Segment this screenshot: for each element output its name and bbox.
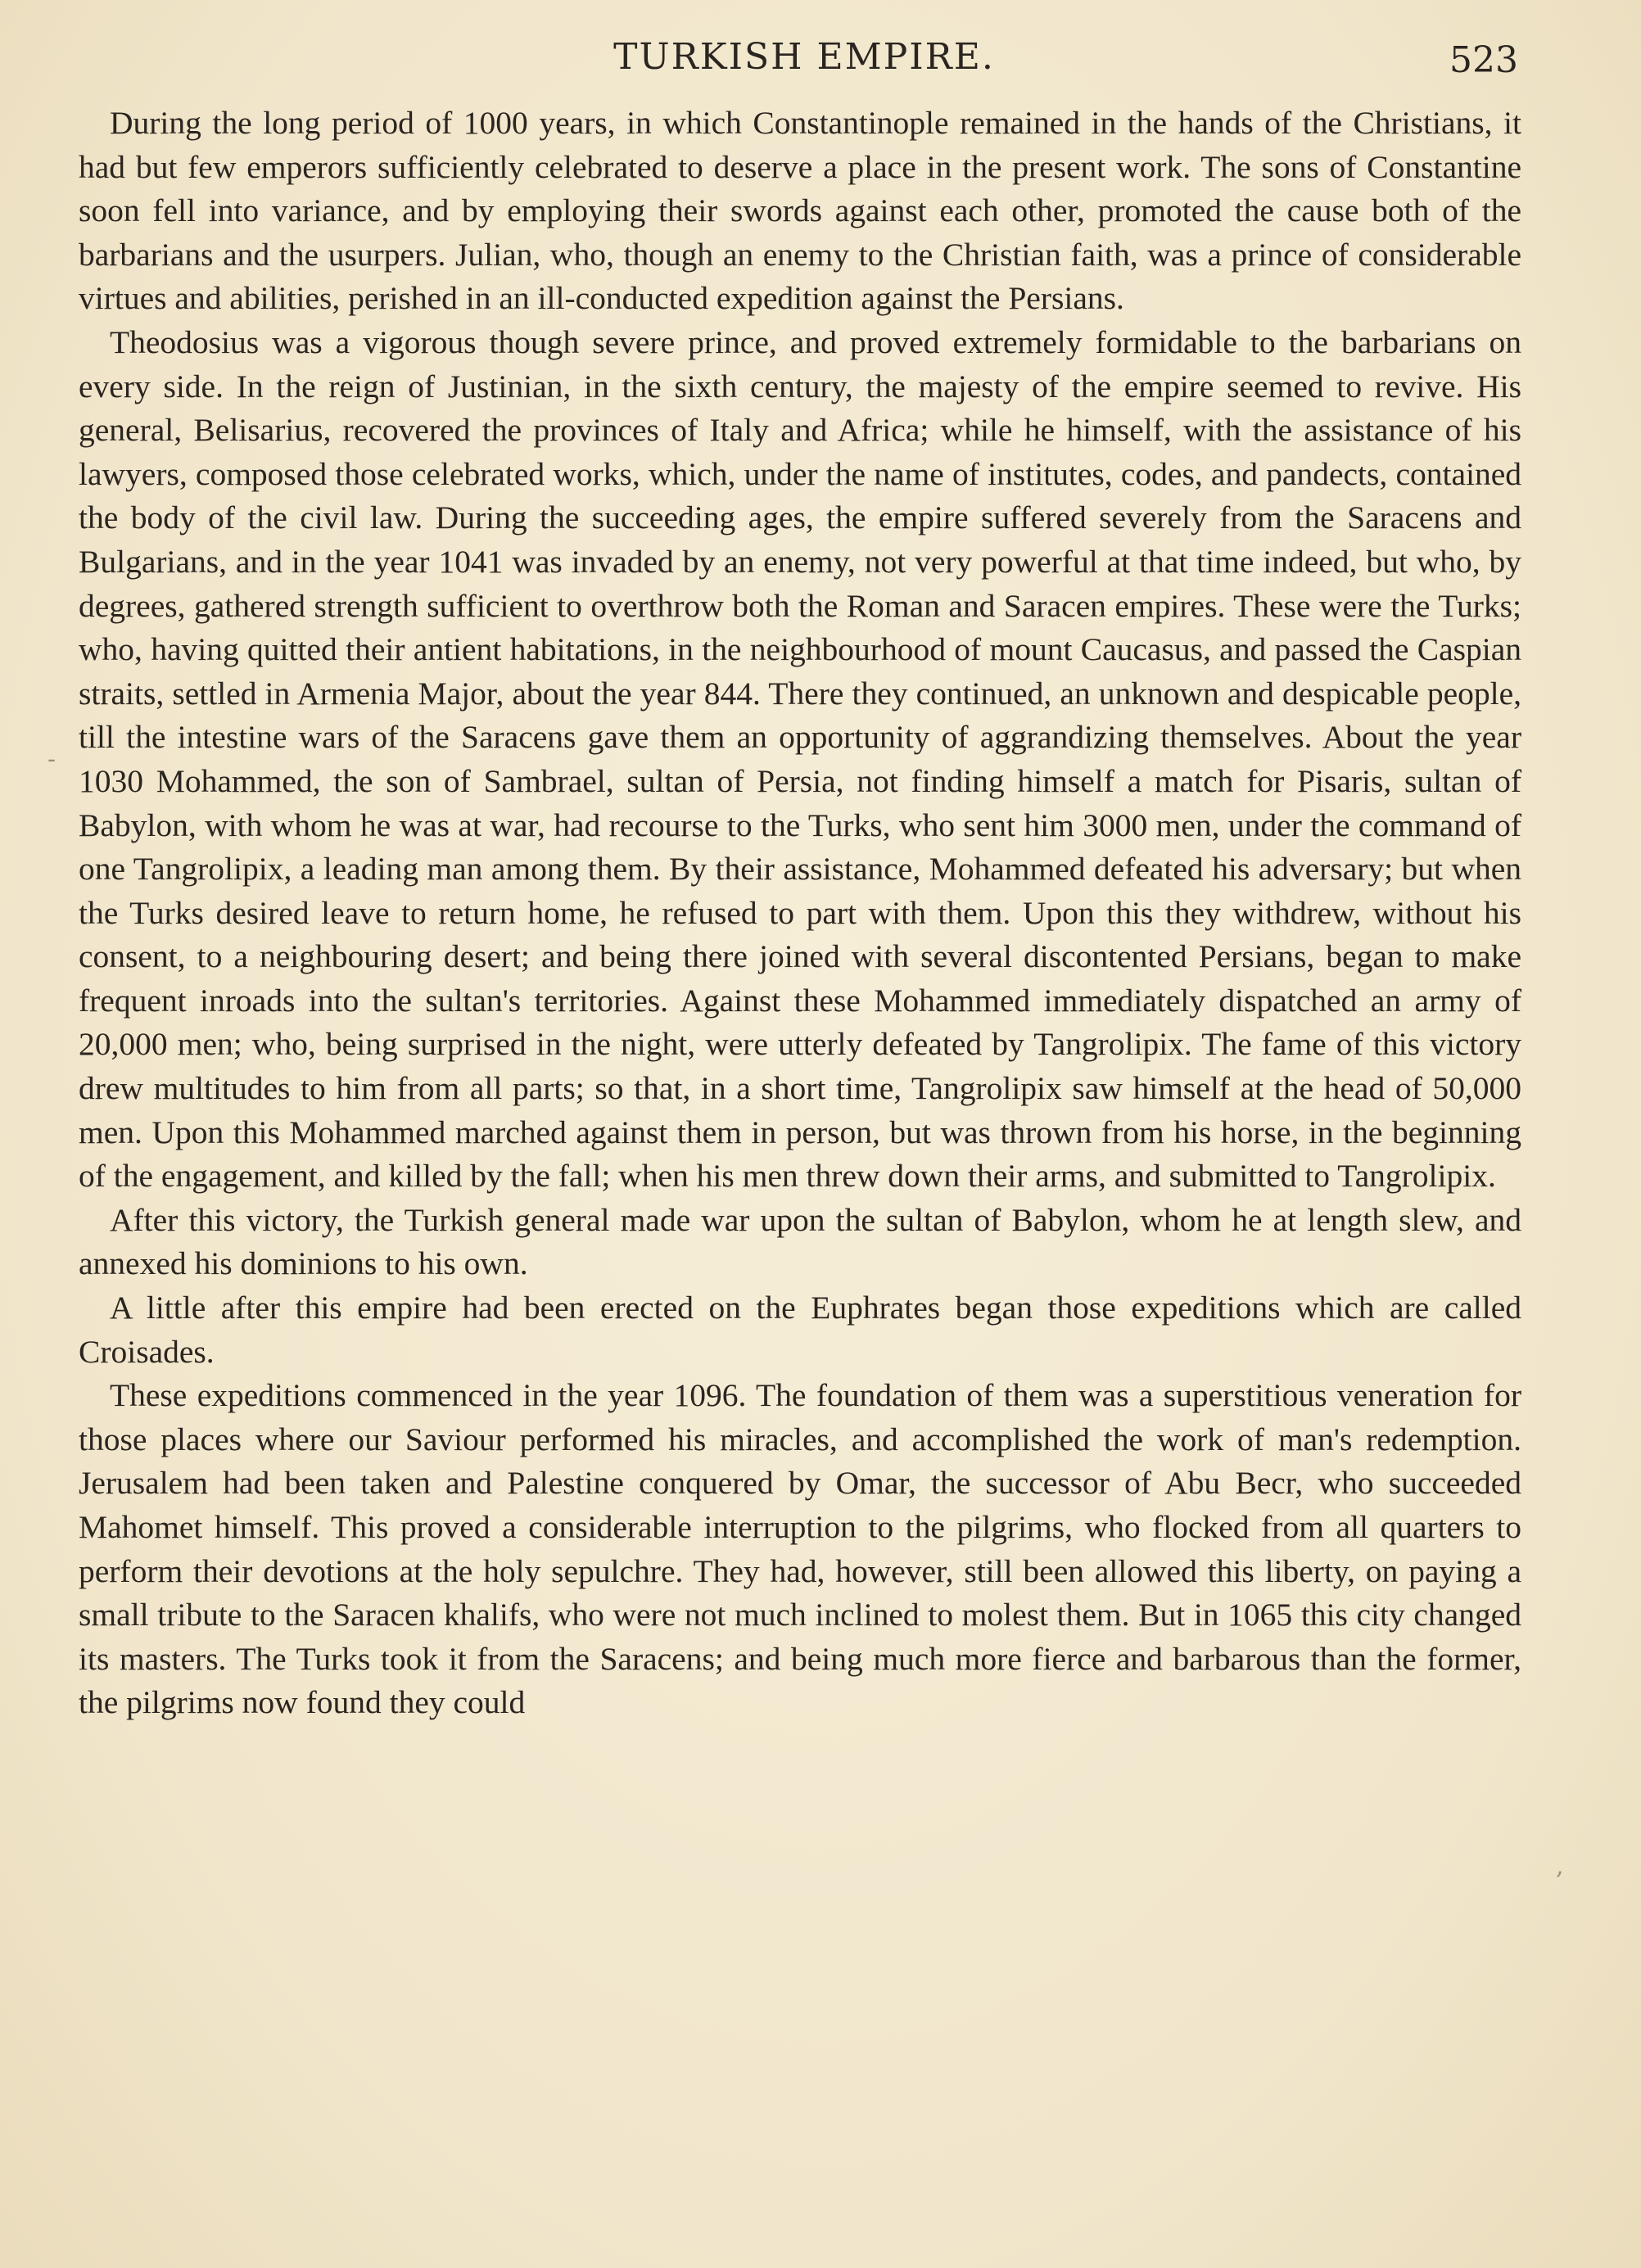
paragraph-babylon: After this victory, the Turkish general made war upon the sultan of Babylon, whom he at length slew, and annexed his dominions to his own. (79, 1201, 1521, 1282)
page-header (90, 36, 1518, 85)
paragraph-theodosius: Theodosius was a vigorous though severe prince, and proved extremely formidable to the barbarians on every side. In the reign of Justinian, in the sixth century, the majesty of the empire seemed to revive. His general, Belisarius, recovered the provinces of Italy and Africa; while he himself, with the assistance of his lawyers, composed those celebrated works, which, under the name of institutes, codes, and pandects, contained the body of the civil law. During the succeeding ages, the empire suffered severely from the Saracens and Bulgarians, and in the year 1041 was invaded by an enemy, not very powerful at that time indeed, but who, by degrees, gathered strength sufficient to overthrow both the Roman and Saracen empires. These were the Turks; who, having quitted their antient habitations, in the neighbourhood of mount Caucasus, and passed the Caspian straits, settled in Armenia Major, about the year 844. There they continued, an unknown and despicable people, till the intestine wars of the Saracens gave them an opportunity of aggrandizing themselves. About the year 1030 Mohammed, the son of Sambrael, sultan of Persia, not finding himself a match for Pisaris, sultan of Babylon, with whom he was at war, had recourse to the Turks, who sent him 3000 men, under the command of one Tangrolipix, a leading man among them. By their assistance, Mohammed defeated his adversary; but when the Turks desired leave to return home, he refused to part with them. Upon this they withdrew, without his consent, to a neighbouring desert; and being there joined with several discontented Persians, began to make frequent inroads into the sultan's territories. Against these Mohammed immediately dispatched an army of 20,000 men; who, being surprised in the night, were utterly defeated by Tangrolipix. The fame of this victory drew multitudes to him from all parts; so that, in a short time, Tangrolipix saw himself at the head of 50,000 men. Upon this Mohammed marched against them in person, but was thrown from his horse, in the beginning of the engagement, and killed by the fall; when his men threw down their arms, and submitted to Tangrolipix. (79, 323, 1521, 1195)
body-text (79, 102, 1521, 1725)
margin-mark: , (1556, 1852, 1564, 1881)
page-number: 523 (1449, 39, 1518, 81)
paragraph-constantinople: During the long period of 1000 years, in which Constantinople remained in the hands of the Christians, it had but few emperors sufficiently celebrated to deserve a place in the present work. The sons of Constantine soon fell into variance, and by employing their swords against each other, promoted the cause both of the barbarians and the usurpers. Julian, who, though an enemy to the Christian faith, was a prince of considerable virtues and abilities, perished in an ill-conducted expedition against the Persians. (79, 105, 1521, 317)
paragraph-croisades: A little after this empire had been erected on the Euphrates began those expeditions which are called Croisades. (79, 1290, 1521, 1370)
paragraph-expeditions: These expeditions commenced in the year 1096. The foundation of them was a superstitious veneration for those places where our Saviour performed his miracles, and accomplished the work of man's redemption. Jerusalem had been taken and Palestine conquered by Omar, the successor of Abu Becr, who succeeded Mahomet himself. This proved a considerable interruption to the pilgrims, who flocked from all quarters to perform their devotions at the holy sepulchre. They had, however, still been allowed this liberty, on paying a small tribute to the Saracen khalifs, who were not much inclined to molest them. But in 1065 this city changed its masters. The Turks took it from the Saracens; and being much more fierce and barbarous than the former, the pilgrims now found they could (79, 1377, 1521, 1721)
margin-mark: - (47, 745, 57, 774)
running-title: TURKISH EMPIRE. (613, 36, 995, 78)
